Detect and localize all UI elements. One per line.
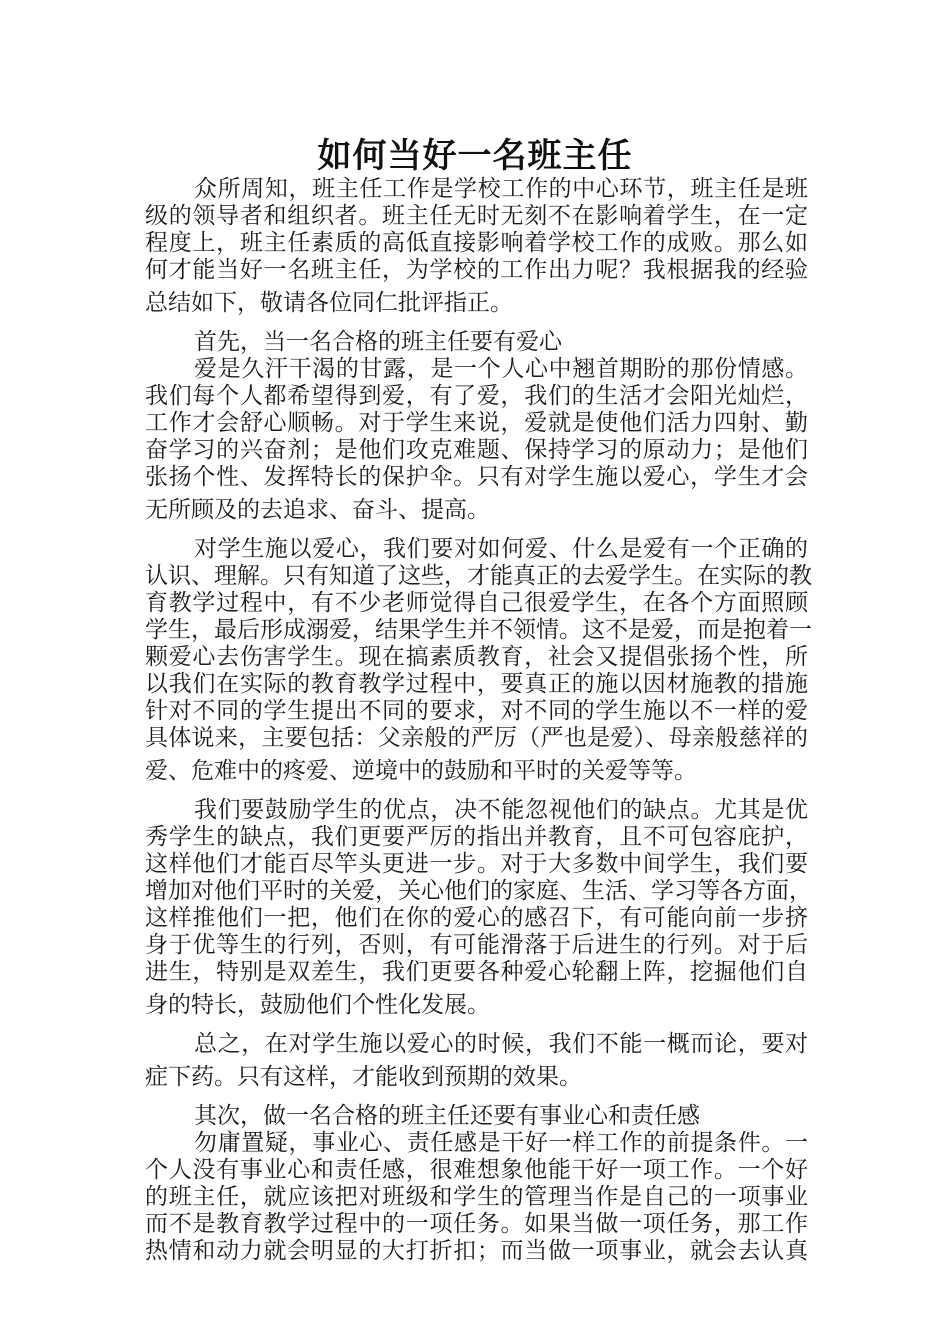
text-line: 身的特长，鼓励他们个性化发展。 (145, 992, 490, 1018)
text-line: 个人没有事业心和责任感，很难想象他能干好一项工作。一个好 (145, 1157, 808, 1183)
text-line: 症下药。只有这样，才能收到预期的效果。 (145, 1064, 582, 1090)
text-line: 勿庸置疑，事业心、责任感是干好一样工作的前提条件。一 (194, 1130, 808, 1156)
text-line: 其次，做一名合格的班主任还要有事业心和责任感 (194, 1103, 700, 1129)
text-line: 这样他们才能百尽竿头更进一步。对于大多数中间学生，我们要 (145, 851, 808, 877)
text-line: 进生，特别是双差生，我们更要各种爱心轮翻上阵，挖掘他们自 (145, 959, 808, 985)
document-title: 如何当好一名班主任 (317, 136, 633, 176)
text-line: 这样推他们一把，他们在你的爱心的感召下，有可能向前一步挤 (145, 905, 808, 931)
text-line: 而不是教育教学过程中的一项任务。如果当做一项任务，那工作 (145, 1211, 808, 1237)
text-line: 对学生施以爱心，我们要对如何爱、什么是爱有一个正确的 (194, 536, 808, 562)
text-line: 程度上，班主任素质的高低直接影响着学校工作的成败。那么如 (145, 230, 808, 256)
text-line: 热情和动力就会明显的大打折扣；而当做一项事业，就会去认真 (145, 1238, 808, 1264)
text-line: 秀学生的缺点，我们更要严厉的指出并教育，且不可包容庇护， (145, 824, 808, 850)
text-line: 工作才会舒心顺畅。对于学生来说，爱就是使他们活力四射、勤 (145, 410, 808, 436)
text-line: 何才能当好一名班主任，为学校的工作出力呢？我根据我的经验 (145, 257, 808, 283)
text-line: 以我们在实际的教育教学过程中，要真正的施以因材施教的措施 (145, 671, 808, 697)
text-line: 爱、危难中的疼爱、逆境中的鼓励和平时的关爱等等。 (145, 758, 697, 784)
text-line: 针对不同的学生提出不同的要求，对不同的学生施以不一样的爱 (145, 698, 808, 724)
text-line: 我们要鼓励学生的优点，决不能忽视他们的缺点。尤其是优 (194, 797, 808, 823)
text-line: 育教学过程中，有不少老师觉得自己很爱学生，在各个方面照顾 (145, 590, 808, 616)
text-line: 具体说来，主要包括：父亲般的严厉（严也是爱）、母亲般慈祥的 (145, 725, 808, 751)
text-line: 总之，在对学生施以爱心的时候，我们不能一概而论，要对 (194, 1031, 808, 1057)
text-line: 颗爱心去伤害学生。现在搞素质教育，社会又提倡张扬个性，所 (145, 644, 808, 670)
text-line: 众所周知，班主任工作是学校工作的中心环节，班主任是班 (194, 176, 808, 202)
text-line: 无所顾及的去追求、奋斗、提高。 (145, 497, 490, 523)
text-line: 身于优等生的行列，否则，有可能滑落于后进生的行列。对于后 (145, 932, 808, 958)
text-line: 总结如下，敬请各位同仁批评指正。 (145, 290, 513, 316)
text-line: 级的领导者和组织者。班主任无时无刻不在影响着学生，在一定 (145, 203, 808, 229)
text-line: 张扬个性、发挥特长的保护伞。只有对学生施以爱心，学生才会 (145, 464, 808, 490)
text-line: 奋学习的兴奋剂；是他们攻克难题、保持学习的原动力；是他们 (145, 437, 808, 463)
text-line: 我们每个人都希望得到爱，有了爱，我们的生活才会阳光灿烂， (145, 383, 808, 409)
text-line: 认识、理解。只有知道了这些，才能真正的去爱学生。在实际的教 (145, 563, 812, 589)
text-line: 增加对他们平时的关爱，关心他们的家庭、生活、学习等各方面， (145, 878, 812, 904)
text-line: 学生，最后形成溺爱，结果学生并不领情。这不是爱，而是抱着一 (145, 617, 812, 643)
text-line: 爱是久汗干渴的甘露，是一个人心中翘首期盼的那份情感。 (194, 356, 808, 382)
text-line: 的班主任，就应该把对班级和学生的管理当作是自己的一项事业 (145, 1184, 808, 1210)
text-line: 首先，当一名合格的班主任要有爱心 (194, 329, 562, 355)
